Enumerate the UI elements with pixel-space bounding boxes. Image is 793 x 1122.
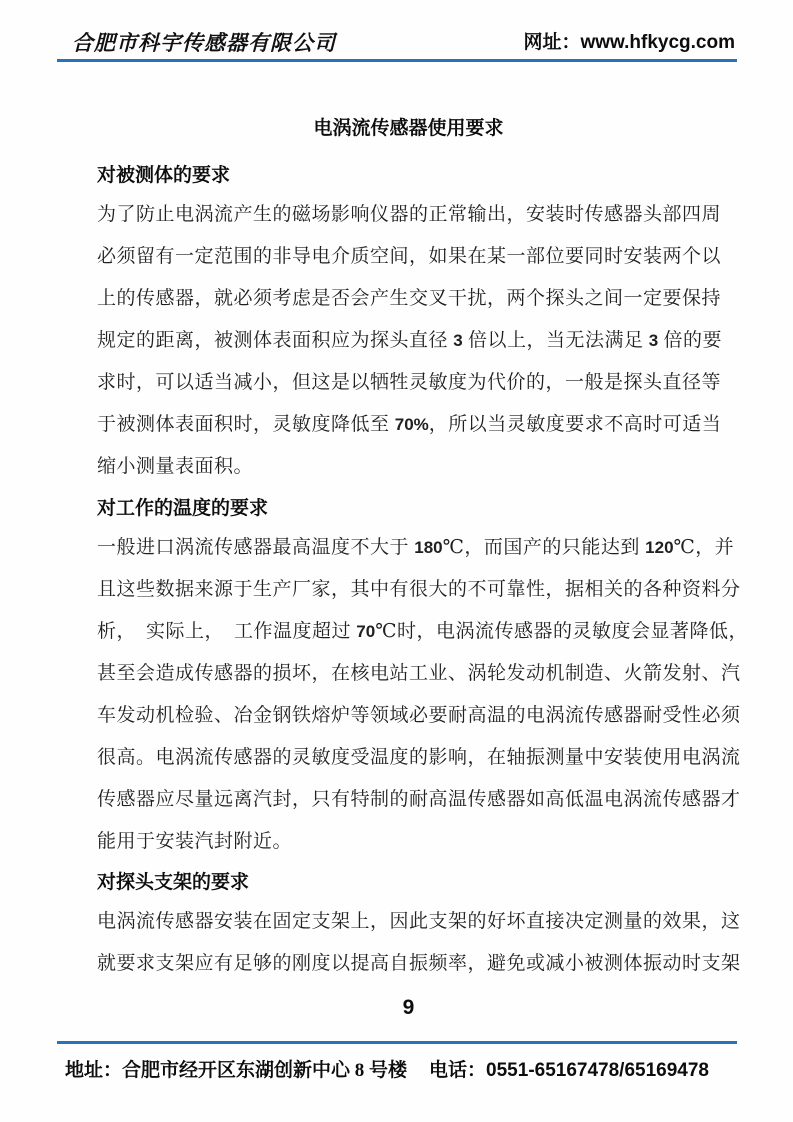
document-body (97, 114, 748, 1023)
section-heading: 对探头支架的要求 (97, 872, 250, 893)
section-heading: 对被测体的要求 (97, 165, 231, 186)
page-footer (57, 1041, 737, 1082)
page-number: 9 (402, 996, 415, 1019)
text-run: 车发动机检验、冶金钢铁熔炉等领域必要耐高温的电涡流传感器耐受性必须 (97, 705, 741, 726)
paragraph-line (97, 737, 741, 779)
section (97, 158, 720, 488)
page-header (57, 0, 737, 62)
paragraph-line (97, 320, 720, 362)
bold-run: 3 (648, 331, 659, 350)
bold-run: 3 (453, 331, 463, 350)
document-title: 电涡流传感器使用要求 (313, 118, 504, 139)
text-run: 很高。电涡流传感器的灵敏度受温度的影响，在轴振测量中安装使用电涡流 (97, 747, 741, 768)
text-run: ，所以当灵敏度要求不高时可适当 (428, 414, 722, 435)
text-run: 缩小测量表面积。 (97, 456, 254, 477)
text-run: 传感器应尽量远离汽封，只有特制的耐高温传感器如高低温电涡流传感器才 (97, 789, 741, 810)
text-run: ℃，并 (673, 537, 735, 558)
text-run: 必须留有一定范围的非导电介质空间，如果在某一部位要同时安装两个以 (97, 246, 722, 267)
bold-run: 180 (414, 538, 443, 557)
text-run: 倍以上，当无法满足 (462, 330, 649, 351)
paragraph-line (97, 236, 720, 278)
paragraph-line (97, 943, 741, 985)
phone-label: 电话： (429, 1060, 487, 1081)
text-run: 就要求支架应有足够的刚度以提高自振频率，避免或减小被测体振动时支架 (97, 953, 741, 974)
paragraph-line (97, 653, 741, 695)
paragraph-line (97, 569, 741, 611)
sections-container (97, 158, 748, 985)
paragraph-line (97, 362, 720, 404)
paragraph-line (97, 527, 735, 569)
footer-address (57, 1055, 407, 1082)
company-name: 合肥市科宇传感器有限公司 (72, 31, 336, 55)
text-run: 规定的距离，被测体表面积应为探头直径 (97, 330, 454, 351)
phone-value: 0551-65167478/65169478 (486, 1060, 709, 1081)
text-run: 为了防止电涡流产生的磁场影响仪器的正常输出，安装时传感器头部四周 (97, 204, 722, 225)
footer-phone (429, 1055, 737, 1082)
address-label: 地址： (65, 1060, 123, 1081)
text-run: 一般进口涡流传感器最高温度不大于 (97, 537, 415, 558)
paragraph-line (97, 194, 720, 236)
paragraph-line (97, 278, 720, 320)
text-run: 且这些数据来源于生产厂家，其中有很大的不可靠性，据相关的各种资料分 (97, 579, 741, 600)
section (97, 865, 741, 985)
paragraph-line (97, 901, 741, 943)
address-value: 合肥市经开区东湖创新中心 8 号楼 (122, 1060, 408, 1081)
text-run: ℃，而国产的只能达到 (442, 537, 646, 558)
section-heading: 对工作的温度的要求 (97, 498, 269, 519)
bold-run: 70% (394, 415, 429, 434)
website-url: www.hfkycg.com (580, 32, 735, 53)
text-run: 于被测体表面积时，灵敏度降低至 (97, 414, 395, 435)
text-run: 电涡流传感器安装在固定支架上，因此支架的好坏直接决定测量的效果，这 (97, 911, 741, 932)
paragraph-line (97, 695, 741, 737)
section (97, 491, 748, 863)
text-run: 析， 实际上， 工作温度超过 (97, 621, 357, 642)
text-run: ℃时，电涡流传感器的灵敏度会显著降低， (375, 621, 748, 642)
text-run: 甚至会造成传感器的损坏，在核电站工业、涡轮发动机制造、火箭发射、汽 (97, 663, 741, 684)
paragraph-line (97, 446, 720, 488)
paragraph-line (97, 779, 741, 821)
paragraph-line (97, 404, 720, 446)
website-label: 网址： (523, 32, 581, 53)
paragraph-line (97, 821, 720, 863)
paragraph-line (97, 611, 748, 653)
text-run: 上的传感器，就必须考虑是否会产生交叉干扰，两个探头之间一定要保持 (97, 288, 722, 309)
bold-run: 120 (645, 538, 674, 557)
website (523, 27, 737, 59)
text-run: 求时，可以适当减小，但这是以牺牲灵敏度为代价的，一般是探头直径等 (97, 372, 722, 393)
text-run: 能用于安装汽封附近。 (97, 831, 293, 852)
text-run: 倍的要 (658, 330, 722, 351)
bold-run: 70 (356, 622, 376, 641)
